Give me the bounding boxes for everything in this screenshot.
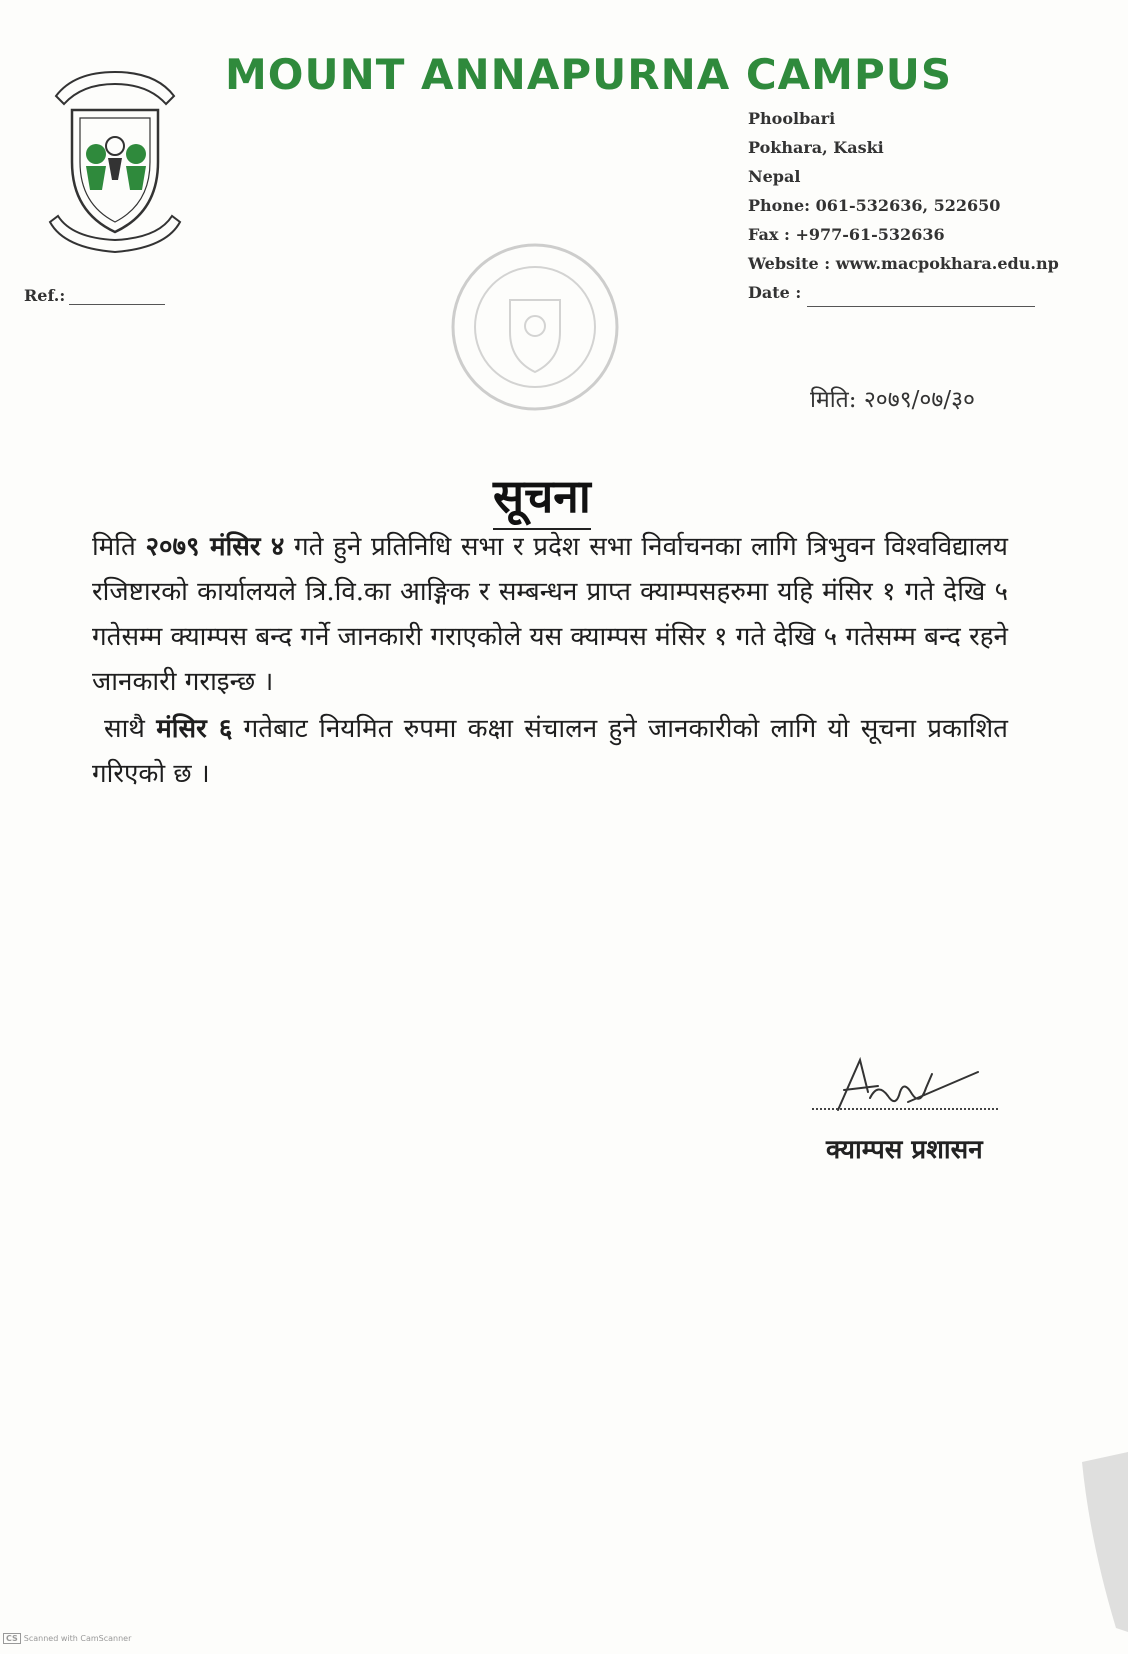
notice-paragraph-1 [92, 525, 1008, 705]
address-line-2: Pokhara, Kaski [748, 138, 884, 157]
scanner-watermark [3, 1634, 131, 1643]
signature-label: क्याम्पस प्रशासन [826, 1135, 983, 1165]
website-line: Website : www.macpokhara.edu.np [748, 254, 1059, 273]
notice-date: मिति: २०७९/०७/३० [810, 387, 976, 413]
ref-blank-line [69, 303, 165, 305]
camscanner-logo-icon: CS [3, 1633, 21, 1644]
fax-line: Fax : +977-61-532636 [748, 225, 945, 244]
address-line-1: Phoolbari [748, 109, 836, 128]
notice-body [92, 525, 1008, 797]
signature-dotted-line [812, 1108, 998, 1110]
campus-logo [44, 62, 186, 262]
phone-line: Phone: 061-532636, 522650 [748, 196, 1001, 215]
ref-label: Ref.: [24, 286, 66, 305]
scanner-text: Scanned with CamScanner [23, 1634, 132, 1643]
para1-prefix: मिति [92, 532, 146, 562]
para2-prefix: साथै [104, 714, 157, 744]
page-corner-shadow [1068, 1452, 1128, 1632]
address-line-3: Nepal [748, 167, 801, 186]
para2-text: गतेबाट नियमित रुपमा कक्षा संचालन हुने जानकारीको लागि यो सूचना प्रकाशित गरिएको छ । [92, 714, 1008, 789]
notice-title: सूचना [493, 464, 591, 530]
date-label: Date : [748, 283, 802, 302]
campus-name: MOUNT ANNAPURNA CAMPUS [225, 50, 953, 99]
para1-text: गते हुने प्रतिनिधि सभा र प्रदेश सभा निर्वाचनका लागि त्रिभुवन विश्वविद्यालय रजिष्टारको कार्यालयले त्रि.वि.का आङ्गिक र सम्बन्धन प्राप्त क्याम्पसहरुमा यहि मंसिर १ गते देखि ५ गतेसम्म क्याम्पस बन्द गर्ने जानकारी गराएकोले यस क्याम्पस मंसिर १ गते देखि ५ गतेसम्म बन्द रहने जानकारी गराइन्छ । [92, 532, 1008, 697]
para2-bold-date: मंसिर ६ [156, 714, 233, 744]
notice-paragraph-2 [92, 707, 1008, 797]
campus-seal-stamp [448, 240, 623, 415]
campus-address [748, 104, 1059, 307]
date-blank-line [807, 305, 1035, 307]
ref-field [24, 286, 165, 305]
para1-bold-date: २०७९ मंसिर ४ [145, 532, 285, 562]
date-field [748, 278, 1059, 307]
handwritten-signature [808, 1052, 998, 1122]
